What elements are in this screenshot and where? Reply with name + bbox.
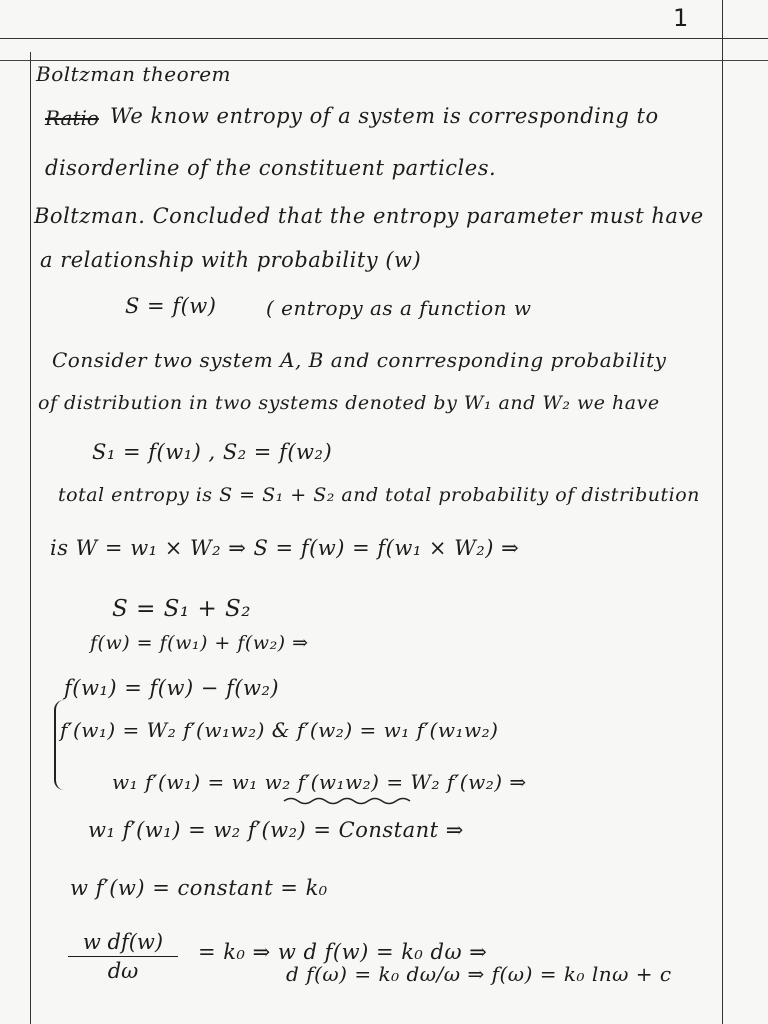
equation-integrated: d f(ω) = k₀ dω/ω ⇒ f(ω) = k₀ lnω + c: [286, 962, 672, 986]
note-line-consider-1: Consider two system A, B and conrresponding probability: [52, 348, 667, 372]
note-line-boltzman-2: a relationship with probability (w): [40, 248, 422, 272]
right-margin-line: [722, 0, 723, 1024]
equation-differential: = k₀ ⇒ w d f(w) = k₀ dω ⇒: [198, 940, 488, 964]
equation-k0: w f′(w) = constant = k₀: [70, 876, 328, 900]
note-line-consider-2: of distribution in two systems denoted by W₁ and W₂ we have: [38, 392, 660, 414]
top-rule: [0, 38, 768, 39]
fraction-dfw-dw: [68, 930, 178, 983]
fraction-denominator: dω: [107, 959, 139, 983]
fraction-numerator: w df(w): [68, 930, 178, 957]
left-margin-line: [30, 52, 31, 1024]
page-title: Boltzman theorem: [36, 62, 231, 86]
equation-derivatives: f′(w₁) = W₂ f′(w₁w₂) & f′(w₂) = w₁ f′(w₁w₂): [60, 718, 499, 742]
note-line-total-2: is W = w₁ × W₂ ⇒ S = f(w) = f(w₁ × W₂) ⇒: [50, 536, 520, 560]
equation-multiplied: w₁ f′(w₁) = w₁ w₂ f′(w₁w₂) = W₂ f′(w₂) ⇒: [112, 770, 527, 794]
struck-word: Ratio: [45, 106, 99, 130]
equation-fw1: f(w₁) = f(w) − f(w₂): [64, 676, 280, 700]
note-line-total-1: total entropy is S = S₁ + S₂ and total probability of distribution: [58, 484, 700, 506]
note-line-intro-1: We know entropy of a system is corresponding to: [110, 104, 659, 128]
equation-entropy-function: S = f(w): [125, 294, 217, 318]
note-line-intro-2: disorderline of the constituent particles.: [45, 156, 497, 180]
header-rule: [0, 60, 768, 61]
page-number: 1: [673, 4, 689, 32]
note-line-boltzman-1: Boltzman. Concluded that the entropy parameter must have: [34, 204, 704, 228]
equation-constant: w₁ f′(w₁) = w₂ f′(w₂) = Constant ⇒: [88, 818, 464, 842]
squiggle-underline: [282, 796, 422, 806]
equation-entropy-note: ( entropy as a function w: [266, 296, 532, 320]
equation-function-sum: f(w) = f(w₁) + f(w₂) ⇒: [90, 632, 309, 654]
equation-entropy-sum: S = S₁ + S₂: [112, 596, 251, 622]
derivation-brace: [54, 700, 70, 790]
equation-s1-s2: S₁ = f(w₁) , S₂ = f(w₂): [92, 440, 333, 464]
